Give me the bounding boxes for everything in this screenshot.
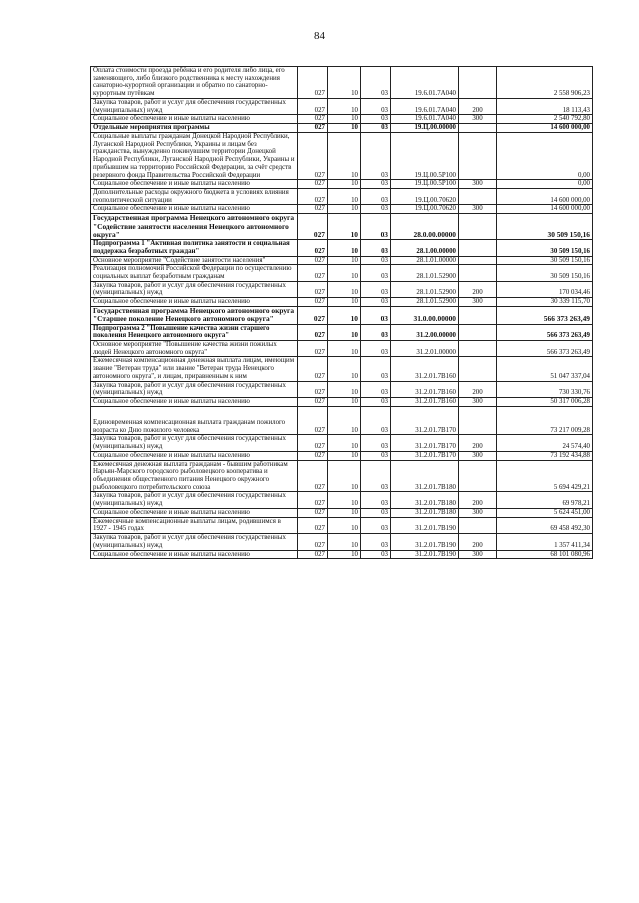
row-amount: 5 694 429,21 bbox=[497, 460, 593, 492]
row-target-article: 31.2.01.7В180 bbox=[391, 460, 459, 492]
row-grbs: 027 bbox=[298, 298, 328, 307]
row-amount: 14 600 000,00 bbox=[497, 189, 593, 205]
table-row bbox=[91, 451, 593, 460]
row-expense-type bbox=[459, 240, 497, 256]
row-name: Подпрограмма 1 "Активная политика занятости и социальная поддержка безработных граждан" bbox=[91, 240, 298, 256]
row-target-article: 31.2.01.7В160 bbox=[391, 381, 459, 397]
row-subsection: 03 bbox=[361, 98, 391, 114]
row-expense-type: 200 bbox=[459, 492, 497, 508]
table-row bbox=[91, 265, 593, 281]
row-subsection: 03 bbox=[361, 256, 391, 265]
row-name: Основное мероприятие "Содействие занятости населения" bbox=[91, 256, 298, 265]
row-section: 10 bbox=[328, 214, 361, 240]
row-section: 10 bbox=[328, 189, 361, 205]
row-amount: 24 574,40 bbox=[497, 435, 593, 451]
row-grbs: 027 bbox=[298, 340, 328, 356]
row-grbs: 027 bbox=[298, 508, 328, 517]
row-section: 10 bbox=[328, 205, 361, 214]
row-amount: 14 600 000,00 bbox=[497, 124, 593, 133]
row-section: 10 bbox=[328, 124, 361, 133]
row-name: Отдельные мероприятия программы bbox=[91, 124, 298, 133]
row-target-article: 31.2.01.7В190 bbox=[391, 534, 459, 550]
row-subsection: 03 bbox=[361, 357, 391, 381]
row-name: Социальное обеспечение и иные выплаты населению bbox=[91, 115, 298, 124]
row-subsection: 03 bbox=[361, 451, 391, 460]
row-amount: 0,00 bbox=[497, 180, 593, 189]
row-amount: 18 113,43 bbox=[497, 98, 593, 114]
row-grbs: 027 bbox=[298, 205, 328, 214]
row-grbs: 027 bbox=[298, 132, 328, 179]
row-target-article: 31.2.01.7В190 bbox=[391, 517, 459, 533]
row-section: 10 bbox=[328, 115, 361, 124]
row-section: 10 bbox=[328, 460, 361, 492]
row-target-article: 31.2.01.7В170 bbox=[391, 406, 459, 434]
row-expense-type: 200 bbox=[459, 281, 497, 297]
row-name: Основное мероприятие "Повышение качества жизни пожилых людей Ненецкого автономного округа" bbox=[91, 340, 298, 356]
row-target-article: 19.6.01.7А040 bbox=[391, 115, 459, 124]
row-subsection: 03 bbox=[361, 67, 391, 99]
row-expense-type: 300 bbox=[459, 550, 497, 559]
row-name: Социальное обеспечение и иные выплаты населению bbox=[91, 205, 298, 214]
row-name: Ежемесячные компенсационные выплаты лицам, родившимся в 1927 - 1945 годах bbox=[91, 517, 298, 533]
row-grbs: 027 bbox=[298, 265, 328, 281]
row-name: Реализация полномочий Российской Федерации по осуществлению социальных выплат безработным гражданам bbox=[91, 265, 298, 281]
table-row bbox=[91, 240, 593, 256]
row-subsection: 03 bbox=[361, 189, 391, 205]
row-amount: 566 373 263,49 bbox=[497, 324, 593, 340]
row-amount: 1 357 411,34 bbox=[497, 534, 593, 550]
row-subsection: 03 bbox=[361, 381, 391, 397]
row-amount: 73 192 434,88 bbox=[497, 451, 593, 460]
row-grbs: 027 bbox=[298, 492, 328, 508]
row-section: 10 bbox=[328, 435, 361, 451]
row-expense-type bbox=[459, 132, 497, 179]
table-row bbox=[91, 381, 593, 397]
row-name: Социальное обеспечение и иные выплаты населению bbox=[91, 508, 298, 517]
row-name: Ежемесячная денежная выплата гражданам - бывшим работникам Нарьян-Марского городского рыболовецкого кооператива и объединения общественного питания Ненецкого окружного рыболовецкого потребительского союза bbox=[91, 460, 298, 492]
row-expense-type bbox=[459, 265, 497, 281]
row-amount: 5 624 451,00 bbox=[497, 508, 593, 517]
budget-table-body bbox=[91, 67, 593, 559]
row-section: 10 bbox=[328, 406, 361, 434]
row-expense-type bbox=[459, 406, 497, 434]
row-expense-type: 300 bbox=[459, 180, 497, 189]
row-name: Государственная программа Ненецкого автономного округа "Содействие занятости населения Ненецкого автономного округа" bbox=[91, 214, 298, 240]
table-row bbox=[91, 508, 593, 517]
row-subsection: 03 bbox=[361, 517, 391, 533]
row-grbs: 027 bbox=[298, 435, 328, 451]
row-section: 10 bbox=[328, 132, 361, 179]
row-amount: 51 047 337,04 bbox=[497, 357, 593, 381]
row-target-article: 28.1.01.52900 bbox=[391, 265, 459, 281]
row-grbs: 027 bbox=[298, 306, 328, 324]
row-name: Закупка товаров, работ и услуг для обеспечения государственных (муниципальных) нужд bbox=[91, 98, 298, 114]
row-section: 10 bbox=[328, 256, 361, 265]
row-amount: 730 330,76 bbox=[497, 381, 593, 397]
row-target-article: 28.1.01.52900 bbox=[391, 298, 459, 307]
row-expense-type: 300 bbox=[459, 508, 497, 517]
row-name: Государственная программа Ненецкого автономного округа "Старшее поколение Ненецкого автономного округа" bbox=[91, 306, 298, 324]
row-section: 10 bbox=[328, 306, 361, 324]
row-grbs: 027 bbox=[298, 517, 328, 533]
row-section: 10 bbox=[328, 381, 361, 397]
row-target-article: 31.2.01.7В160 bbox=[391, 357, 459, 381]
row-target-article: 19.Ц.00.70620 bbox=[391, 205, 459, 214]
budget-table bbox=[90, 66, 593, 559]
row-subsection: 03 bbox=[361, 124, 391, 133]
table-row bbox=[91, 124, 593, 133]
row-expense-type: 300 bbox=[459, 115, 497, 124]
row-name: Закупка товаров, работ и услуг для обеспечения государственных (муниципальных) нужд bbox=[91, 435, 298, 451]
row-amount: 2 558 906,23 bbox=[497, 67, 593, 99]
table-row bbox=[91, 189, 593, 205]
row-section: 10 bbox=[328, 517, 361, 533]
row-subsection: 03 bbox=[361, 550, 391, 559]
row-name: Ежемесячная компенсационная денежная выплата лицам, имеющим звание "Ветеран труда" или звание "Ветеран труда Ненецкого автономного округа", и лицам, приравненным к ним bbox=[91, 357, 298, 381]
row-name: Закупка товаров, работ и услуг для обеспечения государственных (муниципальных) нужд bbox=[91, 381, 298, 397]
row-target-article: 19.6.01.7А040 bbox=[391, 67, 459, 99]
row-expense-type: 300 bbox=[459, 398, 497, 407]
row-section: 10 bbox=[328, 240, 361, 256]
row-amount: 14 600 000,00 bbox=[497, 205, 593, 214]
row-section: 10 bbox=[328, 357, 361, 381]
row-expense-type: 200 bbox=[459, 435, 497, 451]
row-subsection: 03 bbox=[361, 265, 391, 281]
table-row bbox=[91, 180, 593, 189]
row-name: Единовременная компенсационная выплата гражданам пожилого возраста ко Дню пожилого человека bbox=[91, 406, 298, 434]
row-subsection: 03 bbox=[361, 508, 391, 517]
table-row bbox=[91, 550, 593, 559]
row-amount: 566 373 263,49 bbox=[497, 306, 593, 324]
row-subsection: 03 bbox=[361, 406, 391, 434]
row-section: 10 bbox=[328, 67, 361, 99]
row-expense-type bbox=[459, 124, 497, 133]
row-target-article: 31.0.00.00000 bbox=[391, 306, 459, 324]
row-grbs: 027 bbox=[298, 240, 328, 256]
row-expense-type bbox=[459, 517, 497, 533]
table-row bbox=[91, 256, 593, 265]
row-expense-type bbox=[459, 357, 497, 381]
row-grbs: 027 bbox=[298, 324, 328, 340]
table-row bbox=[91, 534, 593, 550]
table-row bbox=[91, 281, 593, 297]
row-expense-type bbox=[459, 340, 497, 356]
row-grbs: 027 bbox=[298, 214, 328, 240]
row-name: Закупка товаров, работ и услуг для обеспечения государственных (муниципальных) нужд bbox=[91, 492, 298, 508]
row-expense-type: 200 bbox=[459, 381, 497, 397]
table-row bbox=[91, 324, 593, 340]
table-row bbox=[91, 517, 593, 533]
row-name: Оплата стоимости проезда ребёнка и его родителя либо лица, его заменяющего, либо близкого родственника к месту нахождения санаторно-курортной организации и обратно по санаторно-курортным путёвкам bbox=[91, 67, 298, 99]
row-amount: 30 509 150,16 bbox=[497, 214, 593, 240]
table-row bbox=[91, 398, 593, 407]
table-row bbox=[91, 132, 593, 179]
row-section: 10 bbox=[328, 281, 361, 297]
row-grbs: 027 bbox=[298, 398, 328, 407]
row-section: 10 bbox=[328, 451, 361, 460]
row-subsection: 03 bbox=[361, 281, 391, 297]
row-target-article: 31.2.01.7В180 bbox=[391, 492, 459, 508]
row-target-article: 31.2.01.7В180 bbox=[391, 508, 459, 517]
row-amount: 30 339 115,70 bbox=[497, 298, 593, 307]
row-amount: 68 101 080,96 bbox=[497, 550, 593, 559]
row-target-article: 19.Ц.00.5Р100 bbox=[391, 132, 459, 179]
row-grbs: 027 bbox=[298, 381, 328, 397]
row-expense-type bbox=[459, 306, 497, 324]
row-subsection: 03 bbox=[361, 492, 391, 508]
table-row bbox=[91, 306, 593, 324]
row-grbs: 027 bbox=[298, 189, 328, 205]
row-grbs: 027 bbox=[298, 67, 328, 99]
row-expense-type: 300 bbox=[459, 298, 497, 307]
row-name: Социальные выплаты гражданам Донецкой Народной Республики, Луганской Народной Республики, Украины и лицам без гражданства, вынужденно покинувшим территории Донецкой Народной Республики, Луганской Народной Республики, Украины и прибывшим на территорию Российской Федерации, за счёт средств резервного фонда Правительства Российской Федерации bbox=[91, 132, 298, 179]
row-name: Социальное обеспечение и иные выплаты населению bbox=[91, 550, 298, 559]
table-row bbox=[91, 98, 593, 114]
row-subsection: 03 bbox=[361, 435, 391, 451]
row-expense-type: 200 bbox=[459, 534, 497, 550]
row-grbs: 027 bbox=[298, 115, 328, 124]
row-expense-type: 300 bbox=[459, 205, 497, 214]
row-section: 10 bbox=[328, 298, 361, 307]
row-target-article: 19.Ц.00.70620 bbox=[391, 189, 459, 205]
table-row bbox=[91, 298, 593, 307]
row-subsection: 03 bbox=[361, 534, 391, 550]
table-row bbox=[91, 406, 593, 434]
row-name: Подпрограмма 2 "Повышение качества жизни старшего поколения Ненецкого автономного округа" bbox=[91, 324, 298, 340]
table-row bbox=[91, 115, 593, 124]
row-amount: 73 217 009,28 bbox=[497, 406, 593, 434]
row-subsection: 03 bbox=[361, 132, 391, 179]
row-subsection: 03 bbox=[361, 340, 391, 356]
row-target-article: 31.2.01.7В170 bbox=[391, 435, 459, 451]
table-row bbox=[91, 67, 593, 99]
row-expense-type: 200 bbox=[459, 98, 497, 114]
row-subsection: 03 bbox=[361, 306, 391, 324]
row-section: 10 bbox=[328, 492, 361, 508]
row-target-article: 28.1.00.00000 bbox=[391, 240, 459, 256]
row-grbs: 027 bbox=[298, 357, 328, 381]
table-row bbox=[91, 492, 593, 508]
row-section: 10 bbox=[328, 550, 361, 559]
row-expense-type bbox=[459, 214, 497, 240]
row-subsection: 03 bbox=[361, 324, 391, 340]
row-subsection: 03 bbox=[361, 298, 391, 307]
row-target-article: 31.2.01.00000 bbox=[391, 340, 459, 356]
row-amount: 566 373 263,49 bbox=[497, 340, 593, 356]
row-target-article: 28.1.01.00000 bbox=[391, 256, 459, 265]
row-section: 10 bbox=[328, 98, 361, 114]
row-section: 10 bbox=[328, 508, 361, 517]
row-subsection: 03 bbox=[361, 240, 391, 256]
row-target-article: 28.1.01.52900 bbox=[391, 281, 459, 297]
row-grbs: 027 bbox=[298, 406, 328, 434]
row-grbs: 027 bbox=[298, 550, 328, 559]
row-expense-type bbox=[459, 189, 497, 205]
table-row bbox=[91, 357, 593, 381]
page-number: 84 bbox=[314, 30, 325, 42]
row-expense-type bbox=[459, 256, 497, 265]
row-grbs: 027 bbox=[298, 124, 328, 133]
row-subsection: 03 bbox=[361, 205, 391, 214]
row-name: Закупка товаров, работ и услуг для обеспечения государственных (муниципальных) нужд bbox=[91, 534, 298, 550]
row-subsection: 03 bbox=[361, 115, 391, 124]
row-section: 10 bbox=[328, 340, 361, 356]
row-amount: 30 509 150,16 bbox=[497, 256, 593, 265]
row-name: Закупка товаров, работ и услуг для обеспечения государственных (муниципальных) нужд bbox=[91, 281, 298, 297]
row-amount: 0,00 bbox=[497, 132, 593, 179]
row-name: Социальное обеспечение и иные выплаты населению bbox=[91, 451, 298, 460]
row-expense-type bbox=[459, 324, 497, 340]
row-section: 10 bbox=[328, 534, 361, 550]
row-section: 10 bbox=[328, 180, 361, 189]
row-expense-type: 300 bbox=[459, 451, 497, 460]
row-grbs: 027 bbox=[298, 256, 328, 265]
row-target-article: 31.2.01.7В170 bbox=[391, 451, 459, 460]
row-name: Социальное обеспечение и иные выплаты населению bbox=[91, 298, 298, 307]
row-amount: 50 317 006,28 bbox=[497, 398, 593, 407]
row-section: 10 bbox=[328, 398, 361, 407]
row-subsection: 03 bbox=[361, 460, 391, 492]
row-grbs: 027 bbox=[298, 98, 328, 114]
row-subsection: 03 bbox=[361, 180, 391, 189]
row-amount: 30 509 150,16 bbox=[497, 265, 593, 281]
row-name: Социальное обеспечение и иные выплаты населению bbox=[91, 180, 298, 189]
row-section: 10 bbox=[328, 265, 361, 281]
table-row bbox=[91, 214, 593, 240]
row-name: Дополнительные расходы окружного бюджета в условиях влияния геополитической ситуации bbox=[91, 189, 298, 205]
table-row bbox=[91, 460, 593, 492]
row-target-article: 31.2.00.00000 bbox=[391, 324, 459, 340]
row-amount: 170 034,46 bbox=[497, 281, 593, 297]
row-target-article: 31.2.01.7В190 bbox=[391, 550, 459, 559]
row-section: 10 bbox=[328, 324, 361, 340]
row-target-article: 31.2.01.7В160 bbox=[391, 398, 459, 407]
row-grbs: 027 bbox=[298, 460, 328, 492]
row-target-article: 19.Ц.00.00000 bbox=[391, 124, 459, 133]
row-expense-type bbox=[459, 460, 497, 492]
row-grbs: 027 bbox=[298, 180, 328, 189]
row-expense-type bbox=[459, 67, 497, 99]
row-target-article: 19.Ц.00.5Р100 bbox=[391, 180, 459, 189]
row-target-article: 28.0.00.00000 bbox=[391, 214, 459, 240]
table-row bbox=[91, 340, 593, 356]
row-amount: 69 458 492,30 bbox=[497, 517, 593, 533]
row-name: Социальное обеспечение и иные выплаты населению bbox=[91, 398, 298, 407]
row-subsection: 03 bbox=[361, 214, 391, 240]
row-amount: 69 978,21 bbox=[497, 492, 593, 508]
row-target-article: 19.6.01.7А040 bbox=[391, 98, 459, 114]
row-grbs: 027 bbox=[298, 281, 328, 297]
row-amount: 2 540 792,80 bbox=[497, 115, 593, 124]
row-grbs: 027 bbox=[298, 534, 328, 550]
row-subsection: 03 bbox=[361, 398, 391, 407]
table-row bbox=[91, 205, 593, 214]
row-grbs: 027 bbox=[298, 451, 328, 460]
table-row bbox=[91, 435, 593, 451]
row-amount: 30 509 150,16 bbox=[497, 240, 593, 256]
